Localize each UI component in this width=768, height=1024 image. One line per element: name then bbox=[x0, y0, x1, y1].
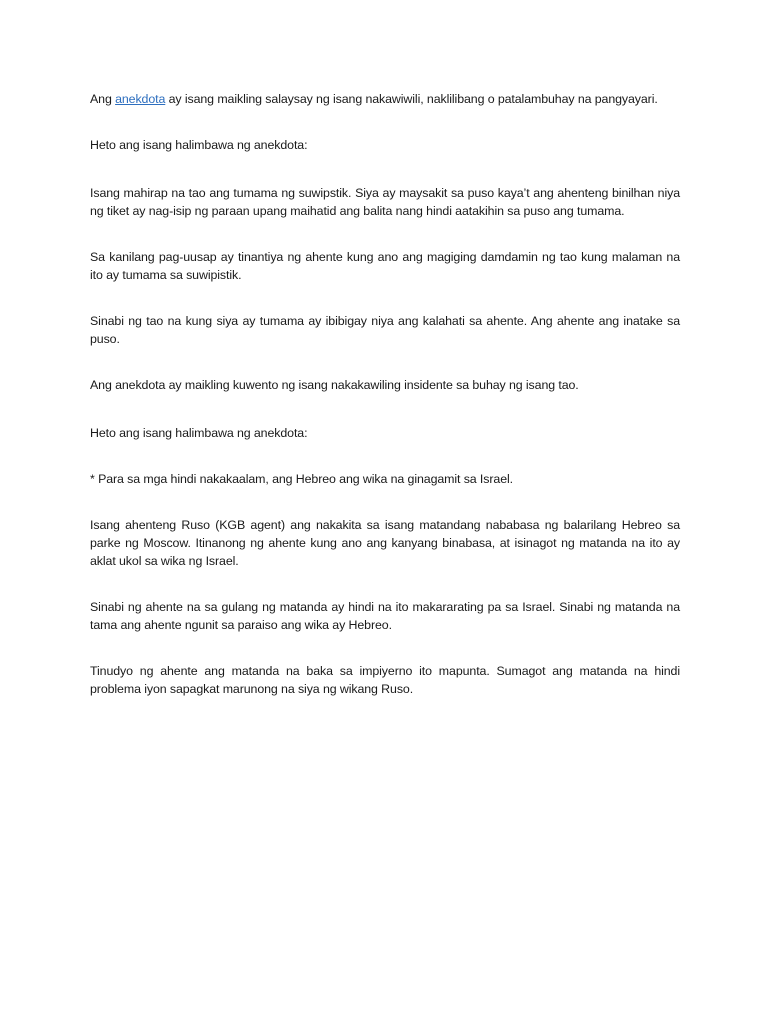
story-2-paragraph-3: Tinudyo ng ahente ang matanda na baka sa impiyerno ito mapunta. Sumagot ang matanda na hindi problema iyon sapagkat marunong na siya ng wikang Ruso. bbox=[90, 664, 680, 696]
example-heading-2: Heto ang isang halimbawa ng anekdota: bbox=[90, 426, 308, 440]
definition-paragraph: Ang anekdota ay maikling kuwento ng isang nakakawiling insidente sa buhay ng isang tao. bbox=[90, 378, 579, 392]
document-body bbox=[90, 90, 680, 698]
intro-suffix: ay isang maikling salaysay ng isang nakawiwili, naklilibang o patalambuhay na pangyayari. bbox=[165, 92, 658, 106]
story-2-paragraph-1: Isang ahenteng Ruso (KGB agent) ang nakakita sa isang matandang nababasa ng balarilang Hebreo sa parke ng Moscow. Itinanong ng ahente kung ano ang kanyang binabasa, at isinagot ng matanda na ito ay aklat ukol sa wika ng Israel. bbox=[90, 518, 680, 568]
story-1-paragraph-2: Sa kanilang pag-uusap ay tinantiya ng ahente kung ano ang magiging damdamin ng tao kung malaman na ito ay tumama sa suwipistik. bbox=[90, 250, 680, 282]
story-1-paragraph-3: Sinabi ng tao na kung siya ay tumama ay ibibigay niya ang kalahati sa ahente. Ang ahente ang inatake sa puso. bbox=[90, 314, 680, 346]
intro-paragraph bbox=[90, 90, 680, 108]
intro-prefix: Ang bbox=[90, 92, 116, 106]
story-1-paragraph-1: Isang mahirap na tao ang tumama ng suwipstik. Siya ay maysakit sa puso kaya’t ang ahenteng binilhan niya ng tiket ay nag-isip ng paraan upang maihatid ang balita nang hindi aatakihin sa puso ang tumama. bbox=[90, 186, 680, 218]
anekdota-link[interactable]: anekdota bbox=[115, 92, 166, 106]
story-2-paragraph-2: Sinabi ng ahente na sa gulang ng matanda ay hindi na ito makararating pa sa Israel. Sinabi ng matanda na tama ang ahente ngunit sa paraiso ang wika ay Hebreo. bbox=[90, 600, 680, 632]
footnote-paragraph: * Para sa mga hindi nakakaalam, ang Hebreo ang wika na ginagamit sa Israel. bbox=[90, 472, 513, 486]
example-heading-1: Heto ang isang halimbawa ng anekdota: bbox=[90, 138, 308, 152]
